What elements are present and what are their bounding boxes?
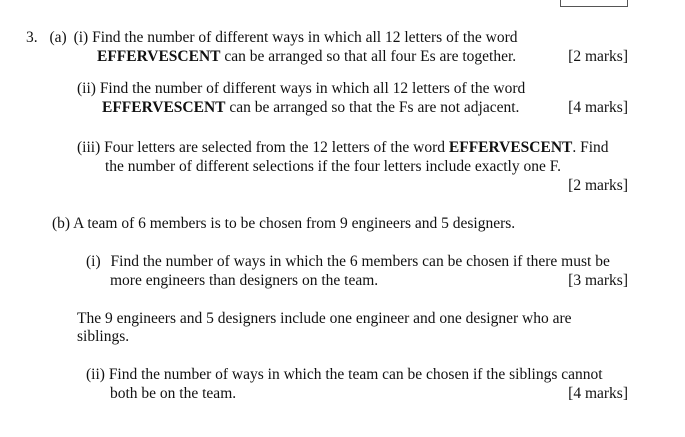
sub-ii-label: (ii) [77,80,96,97]
b-i-text-line1: Find the number of ways in which the 6 members can be chosen if there must be [110,253,610,270]
a-ii-text-line1: Find the number of different ways in which all 12 letters of the word [99,80,526,97]
question-b-ii-line1 [86,365,603,384]
b-stem-text: A team of 6 members is to be chosen from 9 engineers and 5 designers. [73,215,516,232]
sub-iii-label: (iii) [77,139,101,156]
question-b-stem [52,214,515,233]
a-iii-text-post: . Find [572,139,609,156]
b-info-line1: The 9 engineers and 5 designers include one engineer and one designer who are [77,310,572,327]
question-a-iii-line2: the number of different selections if the four letters include exactly one F. [105,158,562,175]
a-i-text-line1: Find the number of different ways in which all 12 letters of the word [92,29,518,46]
a-iii-text-pre: Four letters are selected from the 12 letters of the word [104,139,449,156]
b-ii-marks: [4 marks] [568,385,628,402]
a-i-marks: [2 marks] [568,48,628,65]
a-ii-marks: [4 marks] [568,99,628,116]
question-b-i-line1 [86,252,610,271]
question-b-i-line2: more engineers than designers on the team. [110,272,379,289]
b-ii-text-line1: Find the number of ways in which the team can be chosen if the siblings cannot [108,366,603,383]
a-i-word: EFFERVESCENT [97,48,221,65]
question-b-ii-line2: both be on the team. [110,385,237,402]
a-i-text-line2: can be arranged so that all four Es are together. [220,48,517,65]
question-a-i-line2 [97,47,516,66]
b-sub-ii-label: (ii) [86,366,105,383]
a-iii-marks: [2 marks] [568,177,628,194]
sub-i-label: (i) [73,29,89,46]
question-number: 3. [26,29,38,46]
previous-question-bracket [560,0,628,7]
question-a-i-line1 [26,28,518,47]
question-a-ii-line1 [77,79,525,98]
part-a-label: (a) [49,29,67,46]
b-sub-i-label: (i) [86,253,101,270]
question-a-iii-line1 [77,138,609,157]
a-ii-text-line2: can be arranged so that the Fs are not adjacent. [225,99,520,116]
b-info-line2: siblings. [77,328,130,345]
part-b-label: (b) [52,215,71,232]
a-ii-word: EFFERVESCENT [102,99,226,116]
question-a-ii-line2 [102,98,519,117]
b-i-marks: [3 marks] [568,272,628,289]
a-iii-word: EFFERVESCENT [448,139,573,156]
